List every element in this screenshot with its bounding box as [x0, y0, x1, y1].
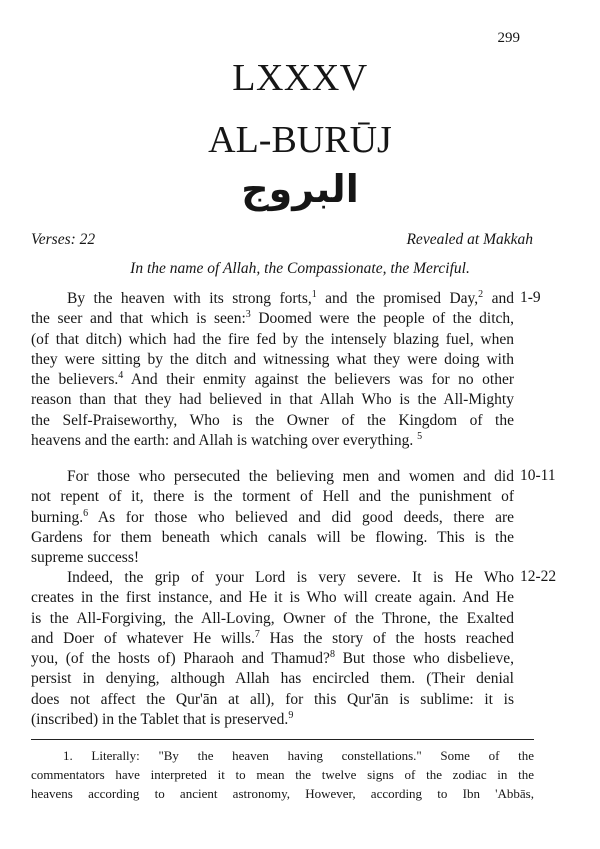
text-line: the seer and that which is seen:$^3$ Doomed were the people of the ditch, — [31, 309, 515, 328]
footnote-line: commentators have interpreted it to mean the twelve signs of the zodiac in the — [31, 767, 534, 782]
text-line: does not affect the Qur'ān at all), for this Qur'ān is sublime: it is — [31, 690, 514, 708]
arabic-chapter-title: البروج — [241, 167, 359, 211]
text-line: you, (of the hosts of) Pharaoh and Thamud?$^8$ But those who disbelieve, — [31, 649, 514, 668]
footnote-line: heavens according to ancient astronomy, However, according to Ibn 'Abbās, — [31, 786, 534, 801]
verse-paragraph-10-11 — [31, 467, 514, 568]
verse-paragraph-1-9 — [31, 289, 514, 451]
chapter-numeral: LXXXV — [232, 57, 368, 99]
page-number: 299 — [497, 30, 520, 46]
text-line: reason than that they had believed in that Allah Who is the All-Mighty — [31, 391, 514, 409]
text-line: For those who persecuted the believing men and women and did — [67, 468, 514, 485]
revelation-place: Revealed at Makkah — [406, 231, 533, 248]
footnote — [31, 746, 534, 803]
text-line: the believers.$^4$ And their enmity against the believers was for no other — [31, 370, 514, 389]
text-line: is the All-Forgiving, the All-Loving, Owner of the Throne, the Exalted — [31, 609, 514, 627]
invocation: In the name of Allah, the Compassionate, the Merciful. — [130, 260, 470, 277]
footnote-line: 1. Literally: "By the heaven having constellations." Some of the — [63, 748, 534, 763]
text-line: creates in the first instance, and He it is Who will create again. And He — [31, 589, 514, 607]
chapter-title: AL-BURŪJ — [208, 119, 392, 161]
chapter-meta — [31, 231, 533, 249]
footnote-divider — [31, 739, 534, 740]
text-line: and Doer of whatever He wills.$^7$ Has the story of the hosts reached — [31, 628, 514, 647]
text-line: (of that ditch) which had the fire fed by the intensely blazing fuel, when — [31, 330, 514, 348]
text-line: Indeed, the grip of your Lord is very severe. It is He Who — [67, 569, 514, 586]
verse-range-12-22: 12-22 — [520, 568, 557, 585]
text-line: the Self-Praiseworthy, Who is the Owner of the Kingdom of the — [31, 411, 514, 429]
text-line: supreme success! — [31, 549, 140, 567]
text-line: persist in denying, although Allah has encircled them. (Their denial — [31, 670, 514, 688]
text-line: By the heaven with its strong forts,$^1$ and the promised Day,$^2$ and — [67, 288, 514, 307]
text-line: Gardens for them beneath which canals will be flowing. This is the — [31, 528, 514, 546]
text-line: heavens and the earth: and Allah is watching over everything. $^5$ — [31, 430, 423, 450]
text-line: (inscribed) in the Tablet that is preserved.$^9$ — [31, 709, 294, 729]
verse-range-10-11: 10-11 — [520, 467, 556, 484]
text-line: they were sitting by the ditch and witnessing what they were doing with — [31, 350, 514, 368]
text-line: burning.$^6$ As for those who believed and did good deeds, there are — [31, 507, 514, 526]
verse-range-1-9: 1-9 — [520, 289, 541, 306]
verse-paragraph-12-22 — [31, 568, 514, 730]
verse-count: Verses: 22 — [31, 231, 96, 248]
text-line: not repent of it, there is the torment of Hell and the punishment of — [31, 488, 514, 506]
